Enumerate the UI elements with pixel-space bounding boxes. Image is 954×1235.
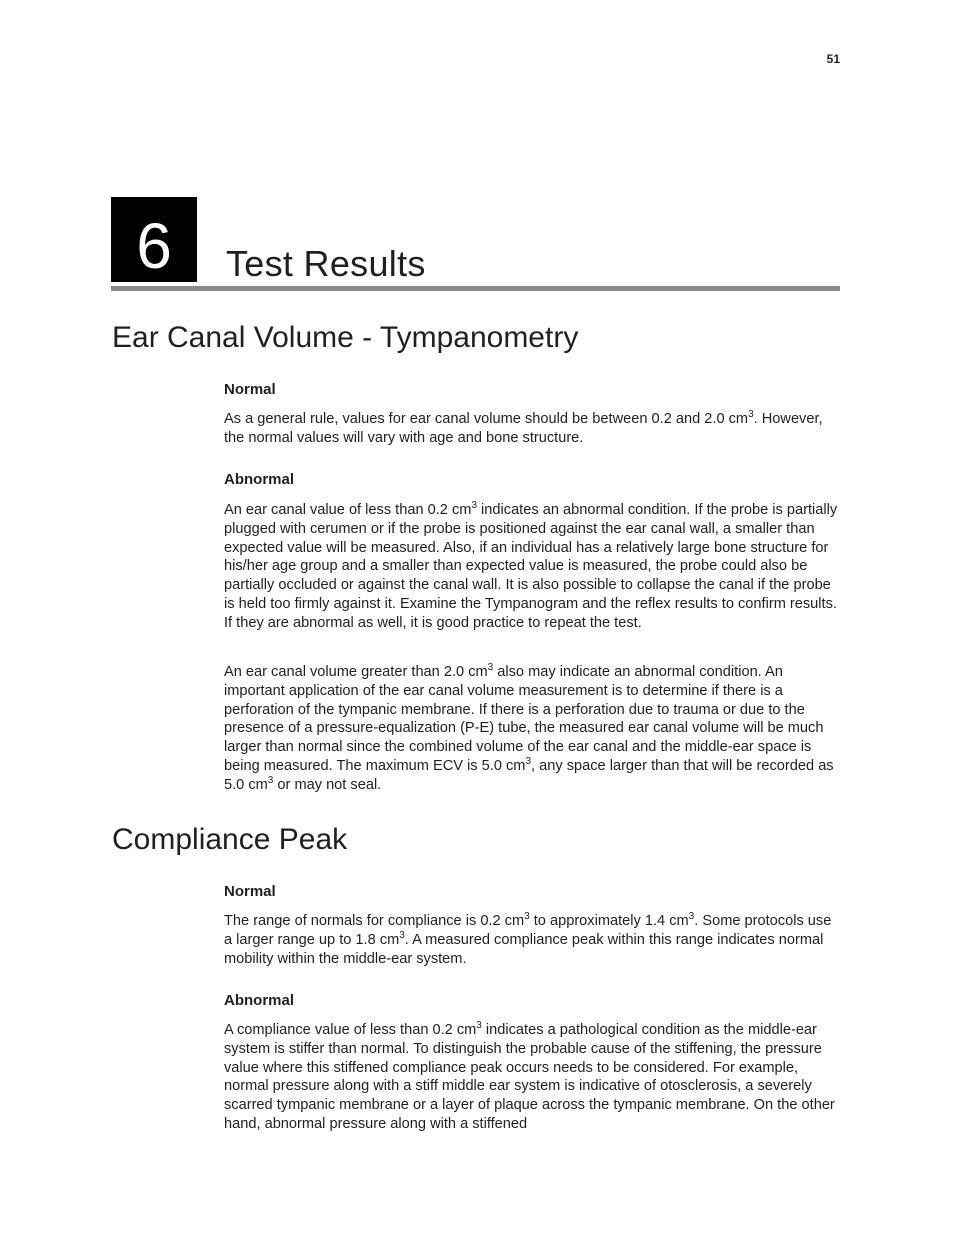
chapter-rule bbox=[111, 286, 840, 291]
superscript: 3 bbox=[476, 1020, 482, 1031]
paragraph: An ear canal value of less than 0.2 $cm^3$ indicates an abnormal condition. If the probe is partially plugged with cerumen or if the probe is positioned against the ear canal wall, a smaller than expected value will be measured. Also, if an individual has a relatively large bone structure for his/her age group and a smaller than expected value is measured, the probe could also be partially occluded or against the canal wall. It is also possible to collapse the canal if the probe is held too firmly against it. Examine the Tympanogram and the reflex results to confirm results. If they are abnormal as well, it is good practice to repeat the test. bbox=[224, 500, 838, 631]
superscript: 3 bbox=[525, 755, 532, 767]
chapter-number: 6 bbox=[136, 210, 172, 282]
chapter-title: Test Results bbox=[226, 243, 426, 284]
subheading-abnormal: Abnormal bbox=[224, 992, 295, 1009]
paragraph: The range of normals for compliance is 0.2 $cm^3$ to approximately 1.4 $cm^3$. Some protocols use a larger range up to 1.8 $cm^3$. A measured compliance peak within this range indicates normal mobility within the middle-ear system. bbox=[224, 911, 832, 967]
superscript: 3 bbox=[399, 929, 405, 941]
superscript: 3 bbox=[524, 911, 530, 922]
section-title-ear-canal-volume: Ear Canal Volume - Tympanometry bbox=[112, 321, 579, 354]
subheading-abnormal: Abnormal bbox=[224, 471, 295, 488]
chapter-number-box bbox=[111, 197, 197, 282]
superscript: 3 bbox=[487, 662, 494, 673]
superscript: 3 bbox=[471, 500, 477, 511]
superscript: 3 bbox=[748, 409, 754, 420]
subheading-normal: Normal bbox=[224, 883, 276, 900]
superscript: 3 bbox=[688, 911, 695, 922]
subheading-normal: Normal bbox=[224, 381, 276, 398]
paragraph: As a general rule, values for ear canal volume should be between 0.2 and 2.0 $cm^3$. However, the normal values will vary with age and bone structure. bbox=[224, 409, 823, 446]
page-number: 51 bbox=[826, 52, 840, 66]
section-title-compliance-peak: Compliance Peak bbox=[112, 823, 348, 856]
paragraph: A compliance value of less than 0.2 $cm^3$ indicates a pathological condition as the middle-ear system is stiffer than normal. To distinguish the probable cause of the stiffening, the pressure value where this stiffened compliance peak occurs needs to be considered. For example, normal pressure along with a stiff middle ear system is indicative of otosclerosis, a severely scarred tympanic membrane or a layer of plaque across the tympanic membrane. On the other hand, abnormal pressure along with a stiffened bbox=[224, 1020, 835, 1132]
superscript: 3 bbox=[267, 774, 274, 786]
paragraph: An ear canal volume greater than 2.0 $cm^3$ also may indicate an abnormal condition. An important application of the ear canal volume measurement is to determine if there is a perforation of the tympanic membrane. If there is a perforation due to trauma or due to the presence of a pressure-equalization (P-E) tube, the measured ear canal volume will be much larger than normal since the combined volume of the ear canal and the middle-ear space is being measured. The maximum ECV is 5.0 $cm^3$, any space larger than that will be recorded as 5.0 $cm^3$ or may not seal. bbox=[224, 662, 834, 793]
